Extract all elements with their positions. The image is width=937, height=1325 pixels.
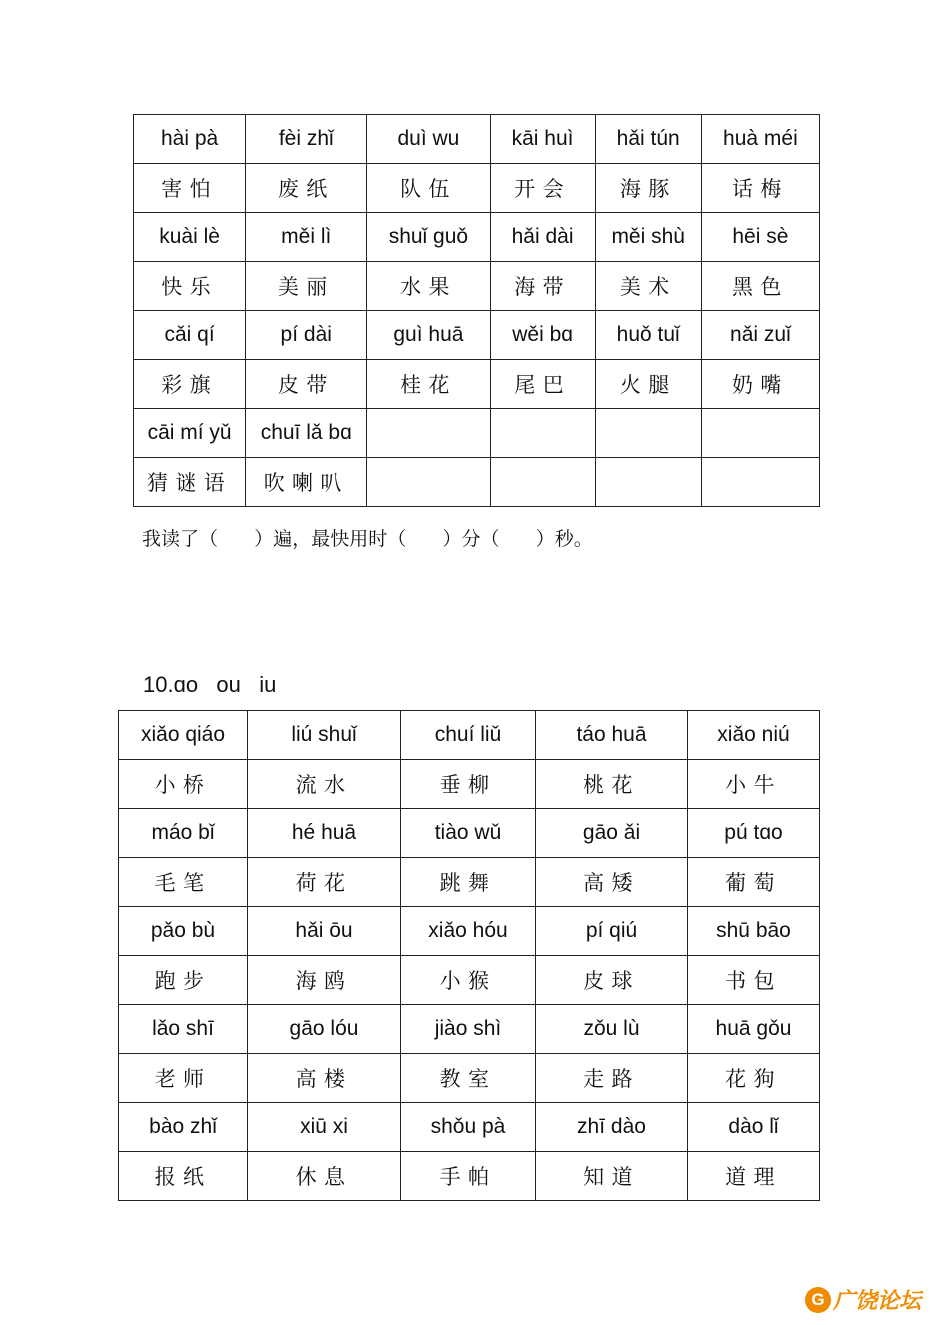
hanzi-cell: 高矮 [536,858,688,907]
hanzi-cell: 队伍 [367,164,490,213]
table-row [134,115,820,164]
hanzi-cell: 休息 [248,1152,401,1201]
hanzi-cell: 知道 [536,1152,688,1201]
logo-icon: G [805,1287,831,1313]
table-row [119,1054,820,1103]
pinyin-cell: cǎi qí [134,311,246,360]
pinyin-cell: liú shuǐ [248,711,401,760]
forum-logo [805,1284,921,1315]
pinyin-cell: xiū xi [248,1103,401,1152]
pinyin-cell: hēi sè [701,213,819,262]
pinyin-cell: xiǎo qiáo [119,711,248,760]
table-row [119,760,820,809]
hanzi-cell: 彩旗 [134,360,246,409]
pinyin-cell [490,409,595,458]
pinyin-cell: xiǎo hóu [401,907,536,956]
pinyin-cell: nǎi zuǐ [701,311,819,360]
pinyin-cell: bào zhǐ [119,1103,248,1152]
hanzi-cell: 道理 [688,1152,820,1201]
pinyin-cell: huǒ tuǐ [595,311,701,360]
pinyin-table-1 [133,114,820,507]
pinyin-cell: xiǎo niú [688,711,820,760]
hanzi-cell [490,458,595,507]
pinyin-cell: měi lì [246,213,367,262]
hanzi-cell: 葡萄 [688,858,820,907]
pinyin-cell: jiào shì [401,1005,536,1054]
hanzi-cell: 快乐 [134,262,246,311]
pinyin-cell: pí qiú [536,907,688,956]
pinyin-cell: hǎi dài [490,213,595,262]
pinyin-cell: měi shù [595,213,701,262]
pinyin-cell: pú tɑo [688,809,820,858]
hanzi-cell: 尾巴 [490,360,595,409]
pinyin-table-2 [118,710,820,1201]
hanzi-cell: 海带 [490,262,595,311]
hanzi-cell: 荷花 [248,858,401,907]
pinyin-cell: huā gǒu [688,1005,820,1054]
hanzi-cell: 海豚 [595,164,701,213]
pinyin-cell: gāo ǎi [536,809,688,858]
table-row [119,956,820,1005]
reading-record-line: 我读了（ ）遍，最快用时（ ）分（ ）秒。 [142,528,593,550]
hanzi-cell: 美丽 [246,262,367,311]
hanzi-cell: 手帕 [401,1152,536,1201]
hanzi-cell: 吹喇叭 [246,458,367,507]
hanzi-cell: 废纸 [246,164,367,213]
table-row [134,164,820,213]
pinyin-cell: hǎi tún [595,115,701,164]
table-row [134,213,820,262]
table-row [134,409,820,458]
table-row [119,1152,820,1201]
pinyin-cell: huà méi [701,115,819,164]
hanzi-cell: 小猴 [401,956,536,1005]
pinyin-cell [595,409,701,458]
table-row [134,311,820,360]
pinyin-cell: máo bǐ [119,809,248,858]
hanzi-cell: 报纸 [119,1152,248,1201]
hanzi-cell [595,458,701,507]
pinyin-cell [701,409,819,458]
pinyin-cell: cāi mí yǔ [134,409,246,458]
hanzi-cell: 跳舞 [401,858,536,907]
hanzi-cell: 火腿 [595,360,701,409]
table-row [119,1005,820,1054]
hanzi-cell: 奶嘴 [701,360,819,409]
pinyin-cell: kāi huì [490,115,595,164]
pinyin-cell: wěi bɑ [490,311,595,360]
hanzi-cell: 高楼 [248,1054,401,1103]
pinyin-cell: gāo lóu [248,1005,401,1054]
hanzi-cell: 跑步 [119,956,248,1005]
hanzi-cell: 桂花 [367,360,490,409]
hanzi-cell: 小牛 [688,760,820,809]
section-heading: 10.ɑo ou iu [143,672,277,697]
hanzi-cell: 书包 [688,956,820,1005]
hanzi-cell: 花狗 [688,1054,820,1103]
pinyin-cell: guì huā [367,311,490,360]
pinyin-cell: fèi zhǐ [246,115,367,164]
logo-text: 广饶论坛 [833,1289,922,1314]
table-row [134,360,820,409]
pinyin-cell: kuài lè [134,213,246,262]
hanzi-cell: 开会 [490,164,595,213]
hanzi-cell: 毛笔 [119,858,248,907]
hanzi-cell: 流水 [248,760,401,809]
pinyin-cell [367,409,490,458]
hanzi-cell: 美术 [595,262,701,311]
hanzi-cell: 黑色 [701,262,819,311]
hanzi-cell: 话梅 [701,164,819,213]
table-row [134,262,820,311]
hanzi-cell: 海鸥 [248,956,401,1005]
table-row [119,907,820,956]
hanzi-cell: 垂柳 [401,760,536,809]
table-row [119,809,820,858]
pinyin-cell: táo huā [536,711,688,760]
pinyin-cell: shǒu pà [401,1103,536,1152]
hanzi-cell: 桃花 [536,760,688,809]
pinyin-cell: pǎo bù [119,907,248,956]
hanzi-cell: 老师 [119,1054,248,1103]
table-row [119,1103,820,1152]
pinyin-cell: chuī lǎ bɑ [246,409,367,458]
pinyin-cell: zhī dào [536,1103,688,1152]
hanzi-cell: 小桥 [119,760,248,809]
pinyin-cell: dào lǐ [688,1103,820,1152]
pinyin-cell: zǒu lù [536,1005,688,1054]
hanzi-cell: 猜谜语 [134,458,246,507]
pinyin-cell: lǎo shī [119,1005,248,1054]
pinyin-cell: pí dài [246,311,367,360]
table-row [119,711,820,760]
table-row [119,858,820,907]
hanzi-cell [367,458,490,507]
pinyin-cell: tiào wǔ [401,809,536,858]
pinyin-cell: shū bāo [688,907,820,956]
pinyin-cell: hài pà [134,115,246,164]
pinyin-cell: duì wu [367,115,490,164]
hanzi-cell: 走路 [536,1054,688,1103]
pinyin-cell: shuǐ guǒ [367,213,490,262]
hanzi-cell [701,458,819,507]
hanzi-cell: 害怕 [134,164,246,213]
hanzi-cell: 教室 [401,1054,536,1103]
table-row [134,458,820,507]
pinyin-cell: hǎi ōu [248,907,401,956]
pinyin-cell: hé huā [248,809,401,858]
hanzi-cell: 水果 [367,262,490,311]
hanzi-cell: 皮球 [536,956,688,1005]
hanzi-cell: 皮带 [246,360,367,409]
pinyin-cell: chuí liǔ [401,711,536,760]
